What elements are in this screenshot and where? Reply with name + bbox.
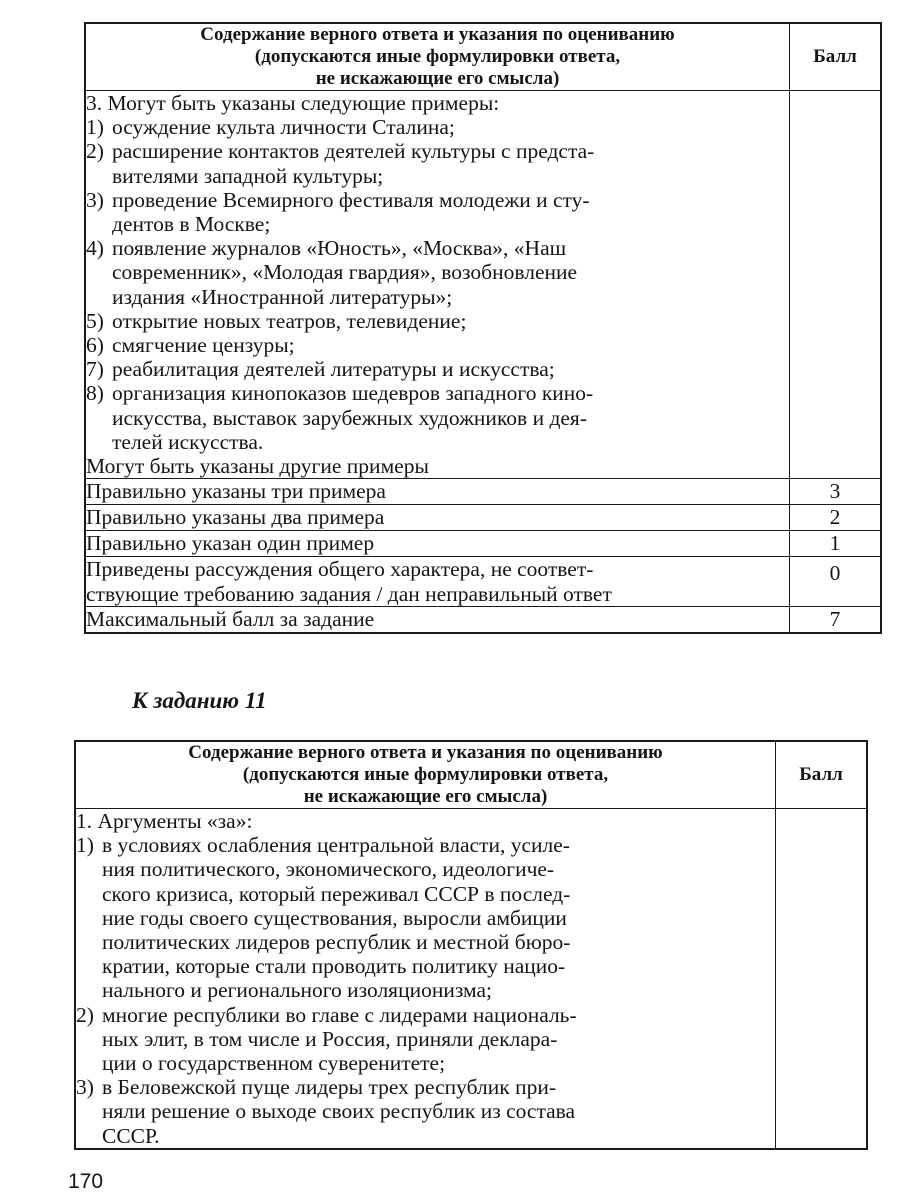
- list-item: [86, 357, 789, 381]
- item-number: 1): [76, 833, 94, 858]
- header-line: (допускаются иные формулировки ответа,: [254, 46, 621, 67]
- answer-outro: Могут быть указаны другие примеры: [86, 454, 429, 479]
- item-text: [102, 833, 775, 1002]
- criterion-row: [85, 505, 881, 531]
- header-line: Содержание верного ответа и указания по оцениванию: [188, 742, 663, 763]
- answer-score-cell: [776, 809, 868, 1149]
- criterion-score: 7: [790, 607, 882, 634]
- criterion-score: 2: [790, 505, 882, 531]
- item-text: [112, 139, 789, 187]
- item-line: СССР.: [102, 1123, 160, 1148]
- criterion-text: Правильно указан один пример: [85, 531, 790, 557]
- criterion-text: Правильно указаны три примера: [85, 479, 790, 505]
- item-number: 3): [76, 1075, 94, 1100]
- list-item: [86, 333, 789, 357]
- item-number: 2): [76, 1002, 94, 1027]
- criterion-text: [85, 557, 790, 607]
- section-title: К заданию 11: [132, 688, 267, 713]
- item-line: проведение Всемирного фестиваля молодежи и сту-: [112, 187, 590, 212]
- item-line: искусства, выставок зарубежных художников и дея-: [112, 405, 587, 430]
- header-content-cell: [75, 741, 776, 809]
- list-item: [86, 381, 789, 454]
- item-text: [102, 1003, 775, 1076]
- list-item: [86, 236, 789, 309]
- criterion-row: [85, 479, 881, 505]
- header-line: Содержание верного ответа и указания по оцениванию: [200, 24, 675, 45]
- header-line: (допускаются иные формулировки ответа,: [242, 764, 609, 785]
- answer-intro: 3. Могут быть указаны следующие примеры:: [86, 91, 500, 115]
- item-line: появление журналов «Юность», «Москва», «Наш: [112, 236, 567, 261]
- item-number: 1): [86, 115, 104, 140]
- item-text: [112, 236, 789, 309]
- table-header-row: [75, 741, 867, 809]
- header-line: не искажающие его смысла): [303, 786, 548, 807]
- criterion-text: Максимальный балл за задание: [85, 607, 790, 634]
- item-line: политических лидеров республик и местной бюро-: [102, 930, 571, 955]
- item-text: [112, 309, 789, 333]
- header-content-cell: [85, 23, 790, 91]
- item-line: вителями западной культуры;: [112, 163, 384, 188]
- item-line: в Беловежской пуще лидеры трех республик при-: [102, 1075, 556, 1100]
- criterion-text: Правильно указаны два примера: [85, 505, 790, 531]
- header-score-cell: Балл: [776, 741, 868, 809]
- item-line: реабилитация деятелей литературы и искусства;: [112, 357, 555, 382]
- item-text: [112, 188, 789, 236]
- item-number: 5): [86, 308, 104, 333]
- item-number: 7): [86, 357, 104, 382]
- item-text: [112, 381, 789, 454]
- answer-row: [75, 809, 867, 1149]
- list-item: [86, 139, 789, 187]
- item-line: телей искусства.: [112, 429, 264, 454]
- answer-row: [85, 91, 881, 479]
- header-line: не искажающие его смысла): [315, 68, 560, 89]
- list-item: [76, 833, 775, 1002]
- item-line: в условиях ослабления центральной власти, усиле-: [102, 833, 570, 858]
- list-item: [76, 1003, 775, 1076]
- page-number: 170: [68, 1170, 104, 1193]
- item-line: няли решение о выходе своих республик из состава: [102, 1099, 576, 1124]
- item-line: дентов в Москве;: [112, 212, 271, 237]
- criterion-line: Приведены рассуждения общего характера, не соответ-: [86, 557, 594, 582]
- item-line: ных элит, в том числе и Россия, приняли деклара-: [102, 1026, 558, 1051]
- item-line: организация кинопоказов шедевров западного кино-: [112, 381, 594, 406]
- grading-table-task-11: [74, 740, 868, 1150]
- item-text: [112, 115, 789, 139]
- header-score-cell: Балл: [790, 23, 882, 91]
- item-line: многие республики во главе с лидерами националь-: [102, 1002, 577, 1027]
- answer-score-cell: [790, 91, 882, 479]
- table-header-row: [85, 23, 881, 91]
- criterion-score: 1: [790, 531, 882, 557]
- item-line: открытие новых театров, телевидение;: [112, 308, 467, 333]
- criterion-line: ствующие требованию задания / дан неправильный ответ: [86, 581, 612, 606]
- item-line: кратии, которые стали проводить политику нацио-: [102, 954, 566, 979]
- criterion-score: 3: [790, 479, 882, 505]
- item-line: осуждение культа личности Сталина;: [112, 115, 455, 140]
- criterion-row: [85, 531, 881, 557]
- item-line: расширение контактов деятелей культуры с предста-: [112, 139, 595, 164]
- answer-content-cell: [85, 91, 790, 479]
- item-line: ния политического, экономического, идеологиче-: [102, 857, 555, 882]
- item-line: нального и регионального изоляционизма;: [102, 978, 493, 1003]
- item-line: современник», «Молодая гвардия», возобновление: [112, 260, 578, 285]
- item-line: ние годы своего существования, выросли амбиции: [102, 905, 567, 930]
- item-number: 4): [86, 236, 104, 261]
- item-text: [112, 357, 789, 381]
- item-line: ции о государственном суверенитете;: [102, 1051, 446, 1076]
- max-score-row: [85, 607, 881, 634]
- item-line: смягчение цензуры;: [112, 333, 295, 358]
- answer-intro: 1. Аргументы «за»:: [76, 809, 253, 833]
- criterion-score: 0: [790, 557, 882, 607]
- item-text: [102, 1075, 775, 1148]
- item-line: издания «Иностранной литературы»;: [112, 284, 453, 309]
- criterion-row: [85, 557, 881, 607]
- item-text: [112, 333, 789, 357]
- item-number: 2): [86, 139, 104, 164]
- list-item: [86, 115, 789, 139]
- list-item: [86, 188, 789, 236]
- item-number: 8): [86, 381, 104, 406]
- answer-items-list: [76, 833, 775, 1148]
- item-number: 6): [86, 333, 104, 358]
- list-item: [86, 309, 789, 333]
- answer-items-list: [86, 115, 789, 454]
- list-item: [76, 1075, 775, 1148]
- answer-content-cell: [75, 809, 776, 1149]
- item-number: 3): [86, 187, 104, 212]
- item-line: ского кризиса, который переживал СССР в послед-: [102, 881, 571, 906]
- grading-table-task-10: [84, 22, 882, 634]
